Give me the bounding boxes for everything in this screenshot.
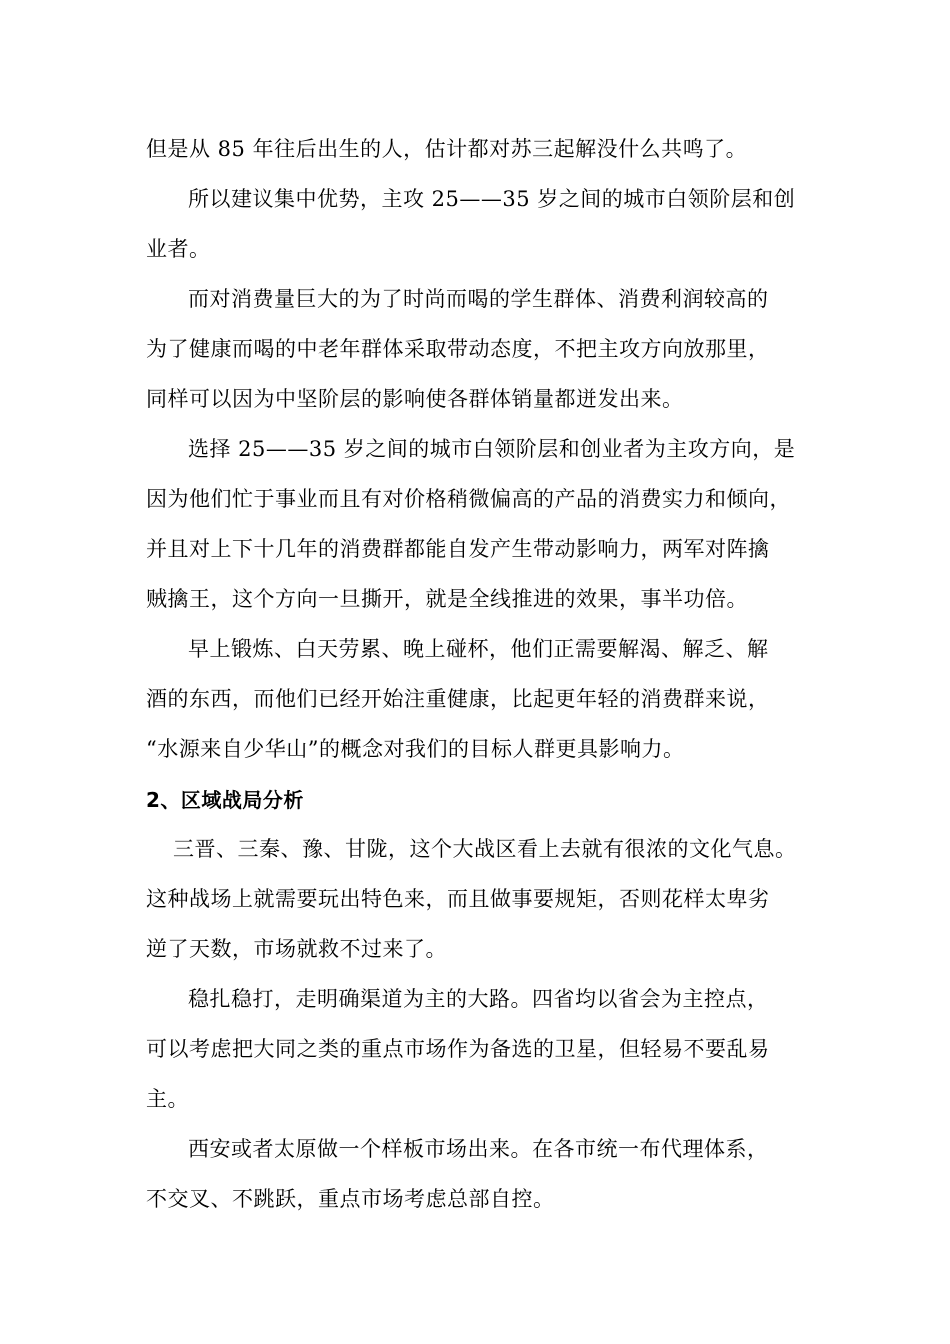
- text-line: 为了健康而喝的中老年群体采取带动态度，不把主攻方向放那里，: [146, 337, 770, 361]
- text-line: 酒的东西，而他们已经开始注重健康，比起更年轻的消费群来说，: [146, 687, 770, 711]
- text-line: 逆了天数，市场就救不过来了。: [146, 937, 447, 961]
- text-line: 因为他们忙于事业而且有对价格稍微偏高的产品的消费实力和倾向，: [146, 487, 791, 511]
- text-line: 三晋、三秦、豫、甘陇，这个大战区看上去就有很浓的文化气息。: [173, 837, 797, 861]
- text-line: “水源来自少华山”的概念对我们的目标人群更具影响力。: [146, 737, 685, 761]
- text-line: 早上锻炼、白天劳累、晚上碰杯，他们正需要解渴、解乏、解: [188, 637, 769, 661]
- text-line: 同样可以因为中坚阶层的影响使各群体销量都迸发出来。: [146, 387, 684, 411]
- text-line: 不交叉、不跳跃，重点市场考虑总部自控。: [146, 1187, 555, 1211]
- text-line: 贼擒王，这个方向一旦撕开，就是全线推进的效果，事半功倍。: [146, 587, 748, 611]
- text-line: 西安或者太原做一个样板市场出来。在各市统一布代理体系，: [188, 1137, 769, 1161]
- text-line: 但是从 85 年往后出生的人，估计都对苏三起解没什么共鸣了。: [146, 137, 748, 161]
- text-line: 这种战场上就需要玩出特色来，而且做事要规矩，否则花样太卑劣: [146, 887, 770, 911]
- text-line: 可以考虑把大同之类的重点市场作为备选的卫星，但轻易不要乱易: [146, 1037, 770, 1061]
- text-line: 稳扎稳打，走明确渠道为主的大路。四省均以省会为主控点，: [188, 987, 769, 1011]
- text-line: 主。: [146, 1087, 189, 1111]
- text-line: 并且对上下十几年的消费群都能自发产生带动影响力，两军对阵擒: [146, 537, 770, 561]
- section-heading: 2、区域战局分析: [146, 788, 304, 812]
- text-line: 所以建议集中优势，主攻 25——35 岁之间的城市白领阶层和创: [188, 187, 796, 211]
- text-line: 业者。: [146, 237, 211, 261]
- text-line: 选择 25——35 岁之间的城市白领阶层和创业者为主攻方向，是: [188, 437, 796, 461]
- text-line: 而对消费量巨大的为了时尚而喝的学生群体、消费利润较高的: [188, 287, 769, 311]
